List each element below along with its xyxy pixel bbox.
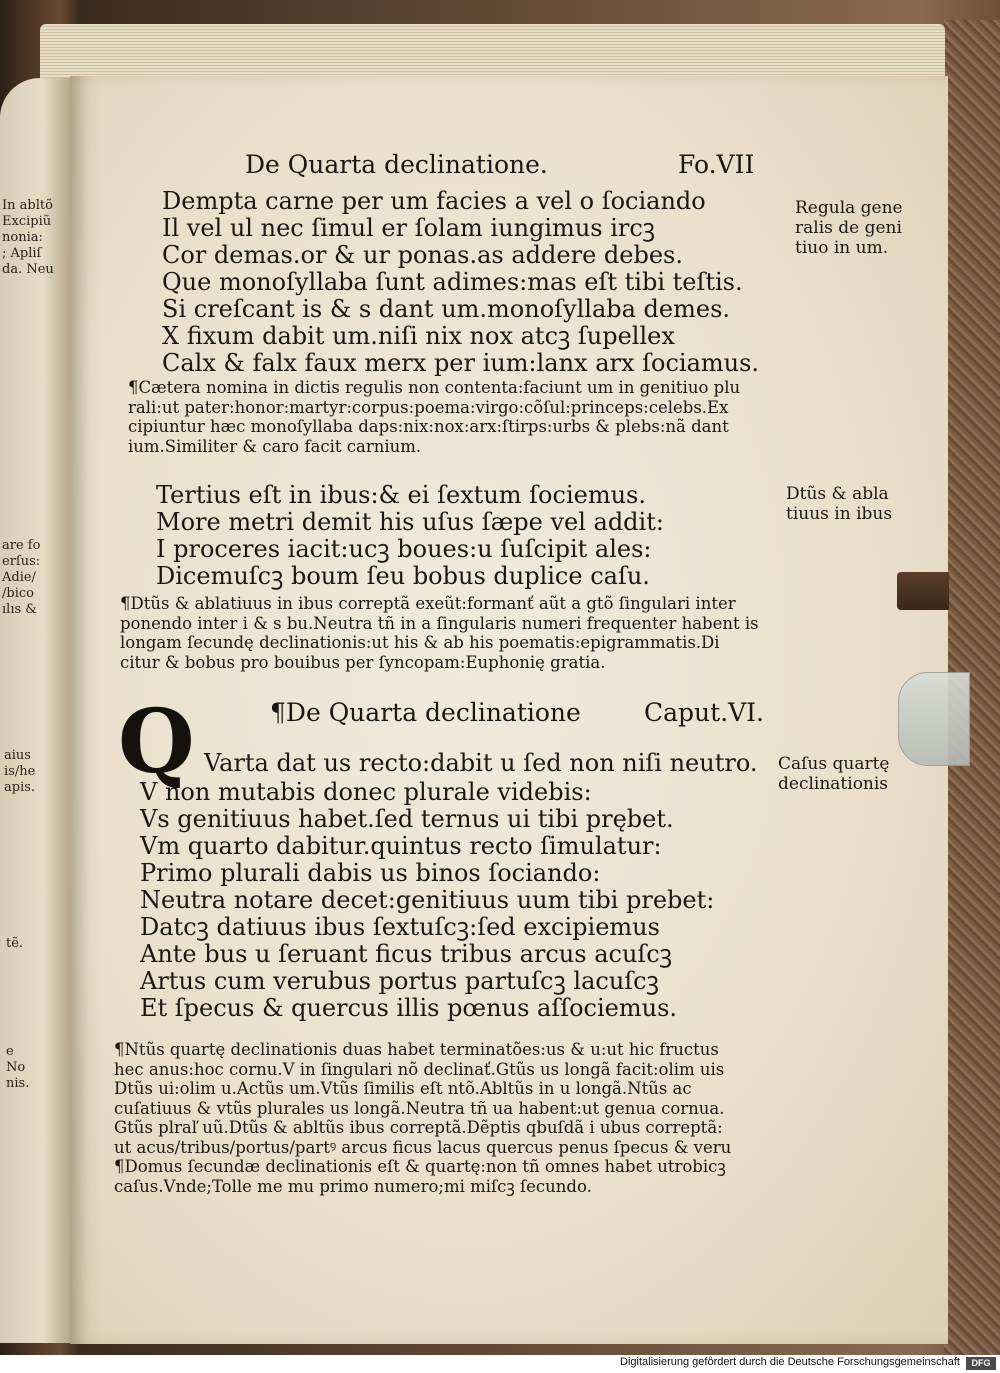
verse-line: Neutra notare decet:genitiuus uum tibi prebet: bbox=[140, 886, 715, 914]
verse-line: Et ſpecus & quercus illis pœnus aſſociemus. bbox=[140, 994, 678, 1022]
commentary-line: longam ſecundę declinationis:ut his & ab his poematis:epigrammatis.Di bbox=[120, 633, 720, 652]
verse-line: Dicemuſcꝫ boum ſeu bobus duplice caſu. bbox=[156, 562, 650, 590]
commentary-line: Dtũs ui:olim u.Actũs um.Vtũs ſimilis eſt ntõ.Abltũs in u longã.Ntũs ac bbox=[114, 1079, 692, 1098]
margin-note-2 bbox=[786, 484, 892, 524]
left-margin-line: e bbox=[6, 1044, 14, 1059]
commentary-line: ¶Dtũs & ablatiuus in ibus correptã exeũt:formanť aũt a gtõ ſingulari inter bbox=[120, 594, 736, 613]
margin-note-3 bbox=[778, 754, 890, 794]
commentary-block-1 bbox=[128, 378, 740, 456]
commentary-line: ¶Ntũs quartę declinationis duas habet terminatões:us & u:ut hic fructus bbox=[114, 1040, 719, 1059]
margin-note-line: ralis de geni bbox=[795, 218, 902, 238]
verse-line: X fixum dabit um.niſi nix nox atcꝫ ſupellex bbox=[162, 322, 675, 350]
leather-strap bbox=[897, 572, 949, 610]
verse-line: Calx & falx faux merx per ium:lanx arx ſociamus. bbox=[162, 349, 760, 377]
margin-note-1 bbox=[795, 198, 903, 258]
verse-line: Tertius eſt in ibus:& ei ſextum ſociemus. bbox=[156, 481, 646, 509]
verse-line: I proceres iacit:ucꝫ boues:u ſuſcipit ales: bbox=[156, 535, 652, 563]
left-margin-line: Adie/ bbox=[2, 570, 36, 585]
verse-block-3 bbox=[140, 779, 714, 1022]
left-margin-line: nonia: bbox=[2, 230, 43, 245]
verse-line: Primo plurali dabis us binos ſociando: bbox=[140, 859, 601, 887]
left-margin-group-3 bbox=[4, 748, 35, 796]
commentary-line: citur & bobus pro bouibus per ſyncopam:Euphonię gratia. bbox=[120, 652, 606, 672]
left-margin-line: tẽ. bbox=[6, 936, 24, 951]
margin-note-line: Regula gene bbox=[795, 198, 903, 218]
left-margin-line: are fo bbox=[2, 538, 41, 553]
verse-line: Il vel ul nec ſimul er ſolam iungimus ircꝫ bbox=[162, 214, 656, 242]
margin-note-line: tiuus in ibus bbox=[786, 504, 893, 524]
left-margin-line: apis. bbox=[4, 780, 36, 795]
left-margin-line: ; Apliſ bbox=[2, 246, 42, 261]
margin-note-line: tiuo in um. bbox=[795, 238, 889, 258]
verse-line: Artus cum verubus portus partuſcꝫ lacuſcꝫ bbox=[140, 967, 659, 995]
page-edges bbox=[40, 24, 945, 80]
chapter-heading: ¶De Quarta declinatione bbox=[270, 698, 581, 727]
left-margin-group-1 bbox=[2, 198, 54, 278]
commentary-line: cuſatiuus & vtũs plurales us longã.Neutra tñ ua habent:ut genua cornua. bbox=[114, 1098, 725, 1118]
commentary-block-3 bbox=[114, 1040, 731, 1196]
verse-line: More metri demit his uſus ſæpe vel addit: bbox=[156, 508, 664, 536]
dfg-logo: DFG bbox=[966, 1357, 996, 1370]
margin-note-line: declinationis bbox=[778, 774, 889, 794]
commentary-line: ium.Similiter & caro facit carnium. bbox=[128, 436, 422, 456]
commentary-line: ponendo inter i & s bu.Neutra tñ in a ſingularis numeri frequenter habent is bbox=[120, 613, 759, 633]
digitization-credit: Digitalisierung gefördert durch die Deutsche Forschungsgemeinschaft bbox=[620, 1356, 960, 1368]
left-margin-group-5 bbox=[6, 1044, 29, 1092]
commentary-block-2 bbox=[120, 594, 759, 672]
verse-block-2 bbox=[156, 482, 664, 590]
commentary-line: Gtũs plraľ uũ.Dtũs & abltũs ibus correptã.Dẽptis qbuſdã i ubus correptã: bbox=[114, 1118, 723, 1137]
left-margin-line: ılıs & bbox=[2, 602, 37, 617]
commentary-line: cipiuntur hæc monoſyllaba daps:nix:nox:arx:ſtirps:urbs & plebs:nã dant bbox=[128, 417, 729, 436]
left-margin-line: da. Neu bbox=[2, 262, 54, 277]
caput-number: Caput.VI. bbox=[644, 698, 765, 727]
decorated-initial: Q bbox=[118, 689, 195, 793]
verse-line: Ante bus u ſeruant ficus tribus arcus acuſcꝫ bbox=[140, 940, 673, 968]
folio-number: Fo.VII bbox=[678, 150, 755, 179]
commentary-line: ut acus/tribus/portus/partꝰ arcus ficus lacus quercus penus ſpecus & veru bbox=[114, 1137, 732, 1157]
commentary-line: ¶Cætera nomina in dictis regulis non contenta:faciunt um in genitiuo plu bbox=[128, 378, 741, 397]
commentary-line: ¶Domus ſecundæ declinationis eſt & quartę:non tñ omnes habet utrobicꝫ bbox=[114, 1157, 726, 1176]
left-margin-line: aius bbox=[4, 748, 31, 763]
verse-block-1 bbox=[162, 188, 759, 377]
page-clip bbox=[898, 672, 970, 766]
left-margin-line: nis. bbox=[6, 1076, 30, 1091]
commentary-line: caſus.Vnde;Tolle me mu primo numero;mi miſcꝫ ſecundo. bbox=[114, 1176, 592, 1196]
verse-line: Datcꝫ datiuus ibus ſextuſcꝫ:ſed excipiemus bbox=[140, 913, 660, 941]
verse-line: Dempta carne per um facies a vel o ſociando bbox=[162, 187, 706, 215]
verse-line: Si creſcant is & s dant um.monoſyllaba demes. bbox=[162, 295, 731, 323]
left-margin-line: is/he bbox=[4, 764, 36, 779]
left-margin-line: /bico bbox=[2, 586, 34, 601]
running-title: De Quarta declinatione. bbox=[245, 150, 548, 179]
left-margin-group-4 bbox=[6, 936, 23, 952]
verse-line: Cor demas.or & ur ponas.as addere debes. bbox=[162, 241, 683, 269]
left-margin-line: In abltõ bbox=[2, 198, 53, 213]
margin-note-line: Caſus quartę bbox=[778, 754, 890, 774]
chapter-first-line: Varta dat us recto:dabit u ſed non niſi neutro. bbox=[204, 749, 758, 777]
verse-line: V non mutabis donec plurale videbis: bbox=[140, 778, 592, 806]
verse-line: Vs genitiuus habet.ſed ternus ui tibi prębet. bbox=[140, 805, 674, 833]
left-margin-line: erſus: bbox=[2, 554, 41, 569]
left-margin-line: No bbox=[6, 1060, 26, 1075]
commentary-line: rali:ut pater:honor:martyr:corpus:poema:virgo:cõſul:princeps:celebs.Ex bbox=[128, 397, 729, 417]
verse-line: Que monoſyllaba ſunt adimes:mas eſt tibi teſtis. bbox=[162, 268, 743, 296]
left-margin-group-2 bbox=[2, 538, 40, 618]
margin-note-line: Dtũs & abla bbox=[786, 484, 889, 504]
commentary-line: hec anus:hoc cornu.V in ſingulari nõ declinať.Gtũs us longã facit:olim uis bbox=[114, 1059, 725, 1079]
verse-line: Vm quarto dabitur.quintus recto ſimulatur: bbox=[140, 832, 662, 860]
left-margin-line: Excipiũ bbox=[2, 214, 52, 229]
